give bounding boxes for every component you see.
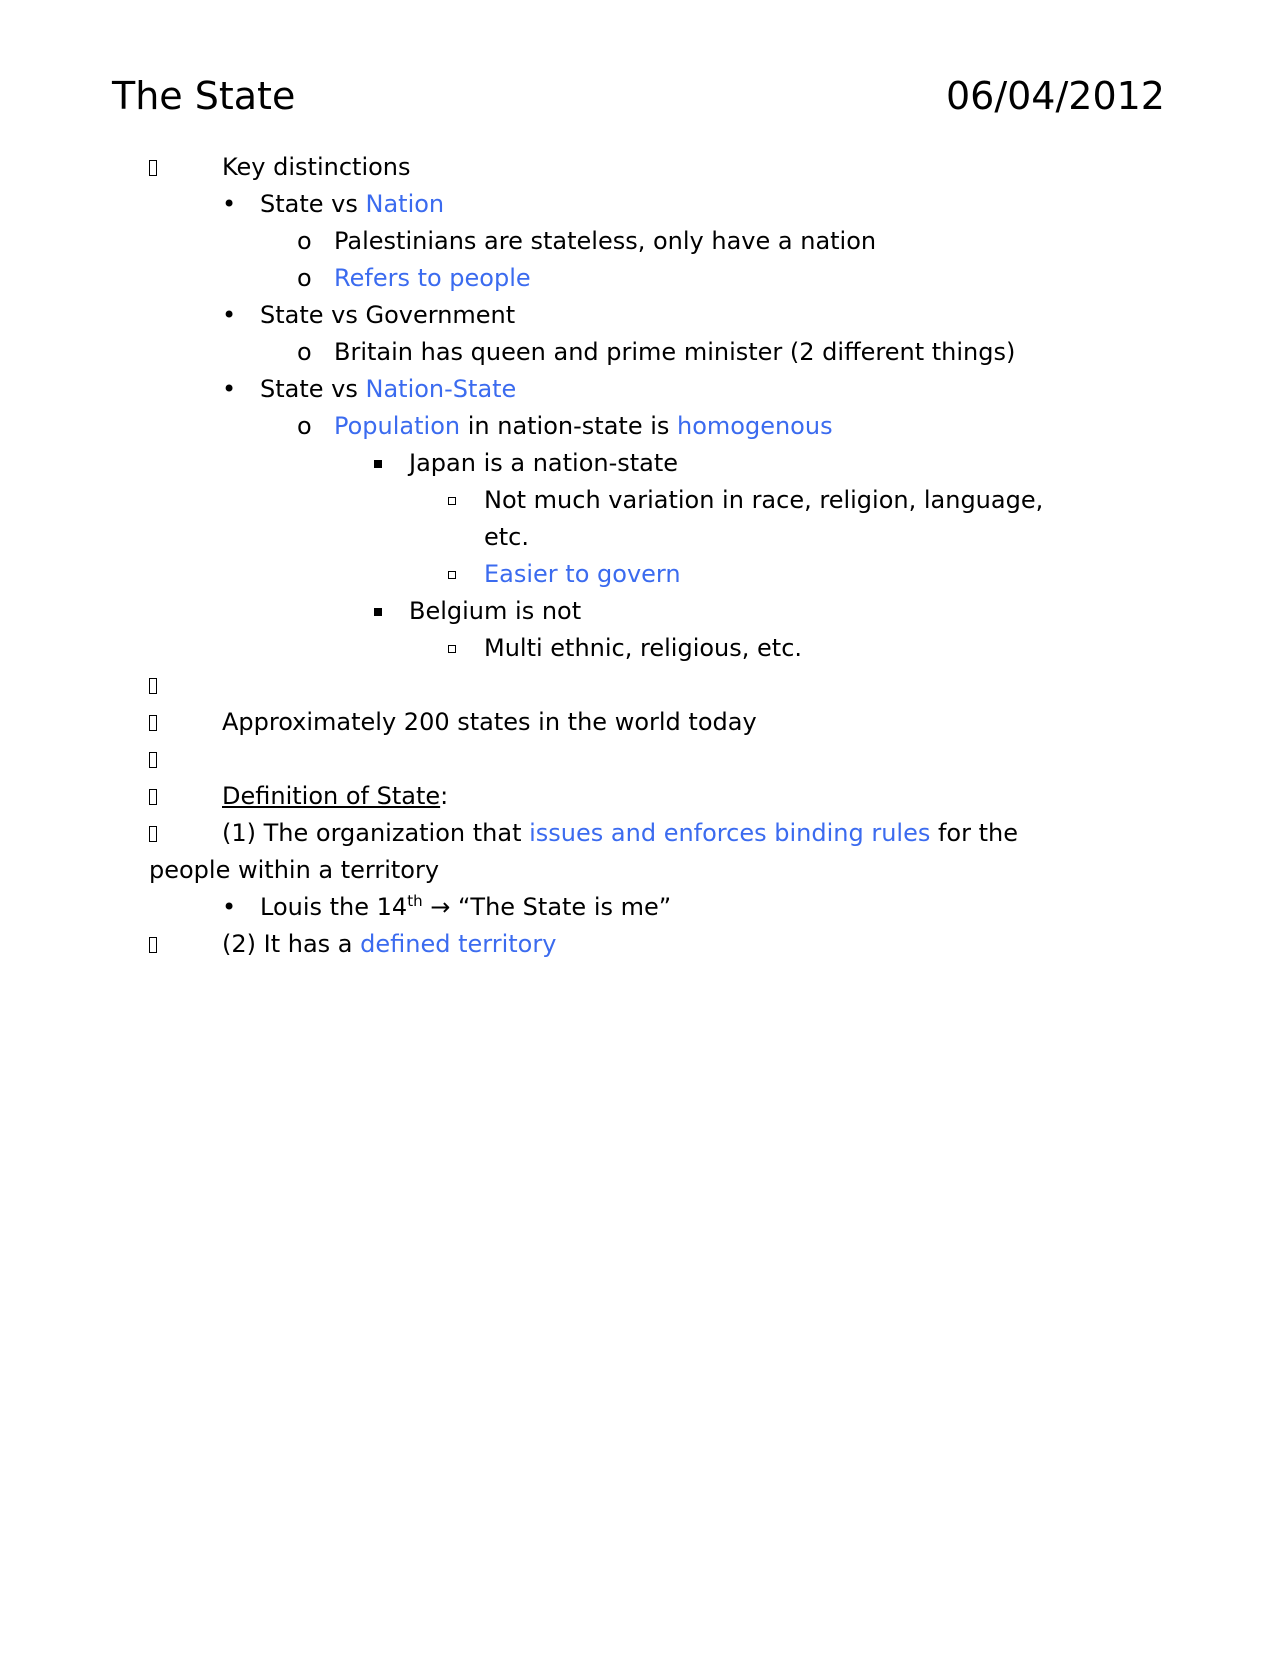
defined-territory-highlight: defined territory [360, 930, 557, 958]
louis-superscript: th [407, 892, 423, 910]
louis-quote-text: “The State is me” [457, 893, 672, 921]
def1-text: (1) The organization that [222, 819, 530, 847]
circle-bullet-icon: o [297, 264, 312, 292]
louis-text: Louis the 14 [260, 893, 408, 921]
bullet-icon: • [222, 893, 237, 921]
japan-text: Japan is a nation-state [409, 449, 679, 477]
palestinians-text: Palestinians are stateless, only have a nation [334, 227, 877, 255]
def2-text: (2) It has a [222, 930, 361, 958]
nation-highlight: Nation [365, 190, 445, 218]
box-bullet-icon [149, 152, 157, 182]
open-square-bullet-icon [448, 559, 456, 589]
box-bullet-icon [149, 670, 157, 700]
nation-state-highlight: Nation-State [365, 375, 517, 403]
box-bullet-icon [149, 929, 157, 959]
page-date: 06/04/2012 [945, 74, 1165, 118]
refers-to-people-highlight: Refers to people [334, 264, 531, 292]
population-highlight: Population [334, 412, 461, 440]
definition-heading: Definition of State [222, 782, 441, 810]
bullet-icon: • [222, 190, 237, 218]
def1-tail-text: for the [930, 819, 1018, 847]
circle-bullet-icon: o [297, 338, 312, 366]
not-much-variation-continued-text: etc. [484, 523, 529, 551]
bullet-icon: • [222, 301, 237, 329]
state-vs-text: State vs [260, 190, 366, 218]
box-bullet-icon [149, 781, 157, 811]
approximately-text: Approximately 200 states in the world today [222, 708, 757, 736]
britain-text: Britain has queen and prime minister (2 different things) [334, 338, 1016, 366]
arrow-right-icon: → [422, 893, 458, 921]
box-bullet-icon [149, 707, 157, 737]
box-bullet-icon [149, 818, 157, 848]
open-square-bullet-icon [448, 485, 456, 515]
circle-bullet-icon: o [297, 412, 312, 440]
issues-and-enforces-highlight: issues and enforces binding rules [529, 819, 931, 847]
in-nation-state-text: in nation-state is [460, 412, 678, 440]
bullet-icon: • [222, 375, 237, 403]
open-square-bullet-icon [448, 633, 456, 663]
belgium-text: Belgium is not [409, 597, 582, 625]
box-bullet-icon [149, 744, 157, 774]
def1-continued-text: people within a territory [149, 856, 440, 884]
multi-ethnic-text: Multi ethnic, religious, etc. [484, 634, 803, 662]
homogenous-highlight: homogenous [677, 412, 833, 440]
circle-bullet-icon: o [297, 227, 312, 255]
easier-to-govern-highlight: Easier to govern [484, 560, 681, 588]
page-title: The State [112, 74, 296, 118]
state-vs-text: State vs [260, 375, 366, 403]
square-bullet-icon [374, 596, 382, 626]
definition-colon: : [440, 782, 449, 810]
square-bullet-icon [374, 448, 382, 478]
key-distinctions-text: Key distinctions [222, 153, 411, 181]
not-much-variation-text: Not much variation in race, religion, language, [484, 486, 1044, 514]
state-vs-government-text: State vs Government [260, 301, 516, 329]
